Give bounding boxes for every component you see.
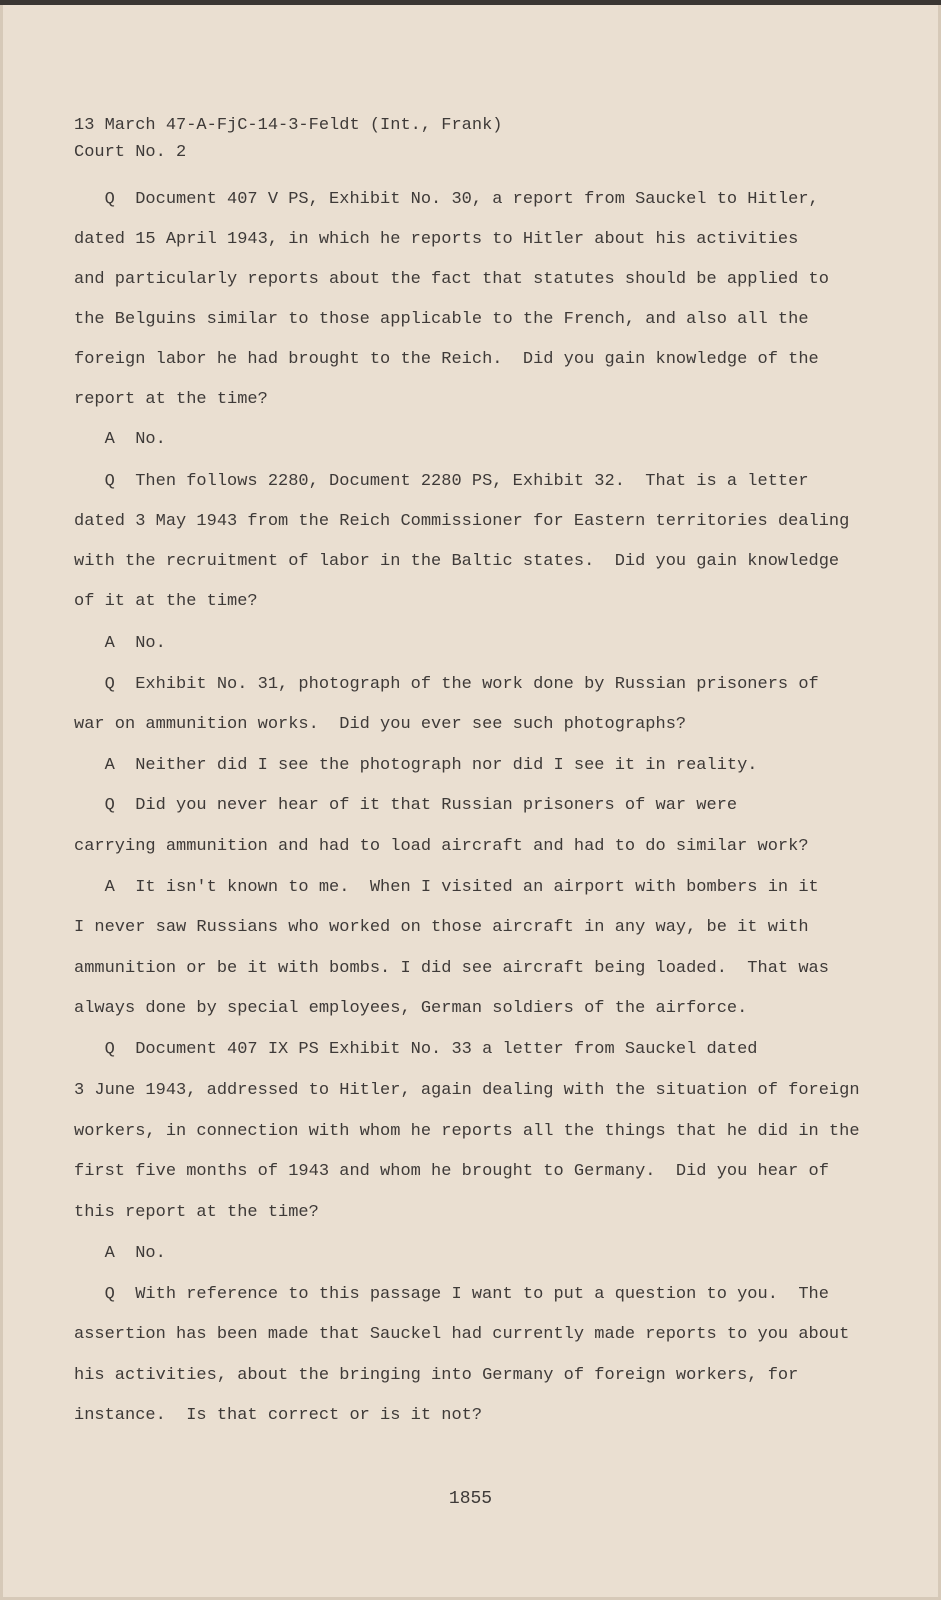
- body-line: dated 15 April 1943, in which he reports to Hitler about his activities: [74, 230, 799, 249]
- body-line: A No.: [74, 430, 166, 449]
- body-line: 3 June 1943, addressed to Hitler, again dealing with the situation of foreign: [74, 1081, 860, 1100]
- body-line: ammunition or be it with bombs. I did see aircraft being loaded. That was: [74, 959, 829, 978]
- document-header: [74, 112, 502, 166]
- header-line-1: 13 March 47-A-FjC-14-3-Feldt (Int., Frank): [74, 116, 503, 135]
- body-line: Q With reference to this passage I want to put a question to you. The: [74, 1285, 829, 1304]
- body-line: Q Document 407 V PS, Exhibit No. 30, a report from Sauckel to Hitler,: [74, 190, 819, 209]
- body-line: Q Did you never hear of it that Russian prisoners of war were: [74, 796, 738, 815]
- body-line: workers, in connection with whom he reports all the things that he did in the: [74, 1122, 860, 1141]
- body-line: the Belguins similar to those applicable to the French, and also all the: [74, 310, 809, 329]
- page-number: 1855: [448, 1489, 493, 1509]
- body-line: instance. Is that correct or is it not?: [74, 1406, 483, 1425]
- body-line: A It isn't known to me. When I visited an airport with bombers in it: [74, 878, 819, 897]
- body-line: report at the time?: [74, 390, 268, 409]
- body-line: Q Then follows 2280, Document 2280 PS, Exhibit 32. That is a letter: [74, 472, 809, 491]
- body-line: I never saw Russians who worked on those aircraft in any way, be it with: [74, 918, 809, 937]
- body-line: A Neither did I see the photograph nor did I see it in reality.: [74, 756, 758, 775]
- body-line: first five months of 1943 and whom he brought to Germany. Did you hear of: [74, 1162, 829, 1181]
- body-line: war on ammunition works. Did you ever see such photographs?: [74, 715, 687, 734]
- body-line: of it at the time?: [74, 592, 258, 611]
- body-line: dated 3 May 1943 from the Reich Commissioner for Eastern territories dealing: [74, 512, 850, 531]
- body-line: Q Document 407 IX PS Exhibit No. 33 a letter from Sauckel dated: [74, 1040, 758, 1059]
- body-line: and particularly reports about the fact that statutes should be applied to: [74, 270, 829, 289]
- body-line: A No.: [74, 634, 166, 653]
- header-line-2: Court No. 2: [74, 143, 187, 162]
- body-line: A No.: [74, 1244, 166, 1263]
- body-line: this report at the time?: [74, 1203, 319, 1222]
- body-line: his activities, about the bringing into Germany of foreign workers, for: [74, 1366, 799, 1385]
- body-line: foreign labor he had brought to the Reich. Did you gain knowledge of the: [74, 350, 819, 369]
- body-line: with the recruitment of labor in the Baltic states. Did you gain knowledge: [74, 552, 840, 571]
- body-line: carrying ammunition and had to load aircraft and had to do similar work?: [74, 837, 809, 856]
- body-line: Q Exhibit No. 31, photograph of the work done by Russian prisoners of: [74, 675, 819, 694]
- page-top-edge: [0, 0, 941, 5]
- body-line: assertion has been made that Sauckel had currently made reports to you about: [74, 1325, 850, 1344]
- body-line: always done by special employees, German soldiers of the airforce.: [74, 999, 748, 1018]
